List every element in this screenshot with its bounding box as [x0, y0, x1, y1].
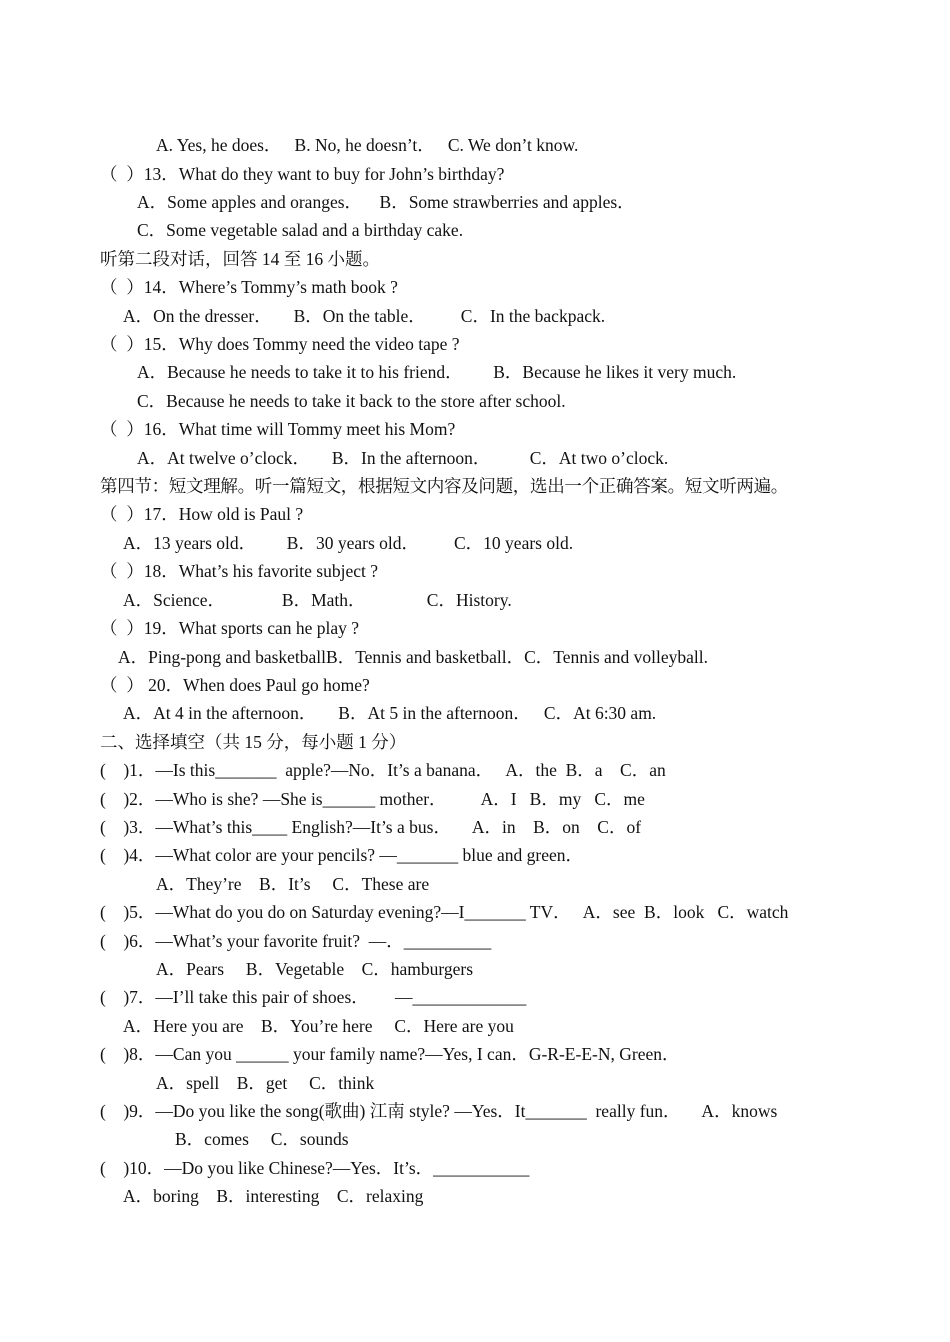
q18-options: A．Science． B．Math． C．History.: [123, 590, 512, 610]
q13-option-c: C．Some vegetable salad and a birthday cake.: [137, 220, 464, 240]
q16-options: A．At twelve o’clock． B．In the afternoon． C．At two o’clock.: [137, 448, 669, 468]
q20-options: A．At 4 in the afternoon． B．At 5 in the afternoon． C．At 6:30 am.: [123, 703, 657, 723]
s2-q6-stem: ( )6．—What’s your favorite fruit? —．__________: [100, 931, 492, 951]
q17-stem: （ ）17．How old is Paul ?: [100, 504, 304, 524]
s2-q6-options: A．Pears B．Vegetable C．hamburgers: [156, 959, 474, 979]
q15-option-c: C．Because he needs to take it back to the store after school.: [137, 391, 566, 411]
s2-q7-options: A．Here you are B．You’re here C．Here are you: [123, 1016, 514, 1036]
q15-stem: （ ）15．Why does Tommy need the video tape ?: [100, 334, 460, 354]
q13-options-ab: A．Some apples and oranges． B．Some strawberries and apples．: [137, 192, 635, 212]
s2-q7-stem: ( )7．—I’ll take this pair of shoes． —_____________: [100, 987, 527, 1007]
q19-stem: （ ）19．What sports can he play ?: [100, 618, 360, 638]
q13-stem: （ ）13．What do they want to buy for John’s birthday?: [100, 164, 505, 184]
q16-stem: （ ）16．What time will Tommy meet his Mom?: [100, 419, 456, 439]
s2-q3: ( )3．—What’s this____ English?—It’s a bus． A．in B．on C．of: [100, 817, 642, 837]
q18-stem: （ ）18．What’s his favorite subject ?: [100, 561, 378, 581]
dialog2-instruction: 听第二段对话，回答 14 至 16 小题。: [100, 249, 380, 269]
q14-options: A．On the dresser． B．On the table． C．In the backpack.: [123, 306, 606, 326]
s2-q4-stem: ( )4．—What color are your pencils? —_______ blue and green．: [100, 845, 584, 865]
q12-options: A. Yes, he does． B. No, he doesn’t． C. We don’t know.: [156, 135, 579, 155]
section4-instruction: 第四节：短文理解。听一篇短文，根据短文内容及问题，选出一个正确答案。短文听两遍。: [100, 476, 788, 496]
s2-q10-options: A．boring B．interesting C．relaxing: [123, 1186, 424, 1206]
s2-q4-options: A．They’re B．It’s C．These are: [156, 874, 430, 894]
s2-q1: ( )1．—Is this_______ apple?—No．It’s a banana． A．the B．a C．an: [100, 760, 666, 780]
q20-stem: （ ） 20．When does Paul go home?: [100, 675, 370, 695]
q17-options: A．13 years old． B．30 years old． C．10 years old.: [123, 533, 574, 553]
s2-q10-stem: ( )10．—Do you like Chinese?—Yes．It’s．___________: [100, 1158, 530, 1178]
s2-q8-stem: ( )8．—Can you ______ your family name?—Yes, I can．G-R-E-E-N, Green．: [100, 1044, 680, 1064]
s2-q8-options: A．spell B．get C．think: [156, 1073, 375, 1093]
section2-title: 二、选择填空（共 15 分，每小题 1 分）: [100, 732, 407, 752]
q14-stem: （ ）14．Where’s Tommy’s math book ?: [100, 277, 398, 297]
s2-q9-options: B．comes C．sounds: [175, 1129, 349, 1149]
q19-options: A．Ping-pong and basketballB．Tennis and basketball．C．Tennis and volleyball.: [118, 647, 709, 667]
q15-options-ab: A．Because he needs to take it to his friend． B．Because he likes it very much.: [137, 362, 737, 382]
s2-q2: ( )2．—Who is she? —She is______ mother． A．I B．my C．me: [100, 789, 645, 809]
s2-q9-stem: ( )9．—Do you like the song(歌曲) 江南 style? —Yes．It_______ really fun． A．knows: [100, 1101, 778, 1121]
s2-q5: ( )5．—What do you do on Saturday evening?—I_______ TV． A．see B．look C．watch: [100, 902, 789, 922]
